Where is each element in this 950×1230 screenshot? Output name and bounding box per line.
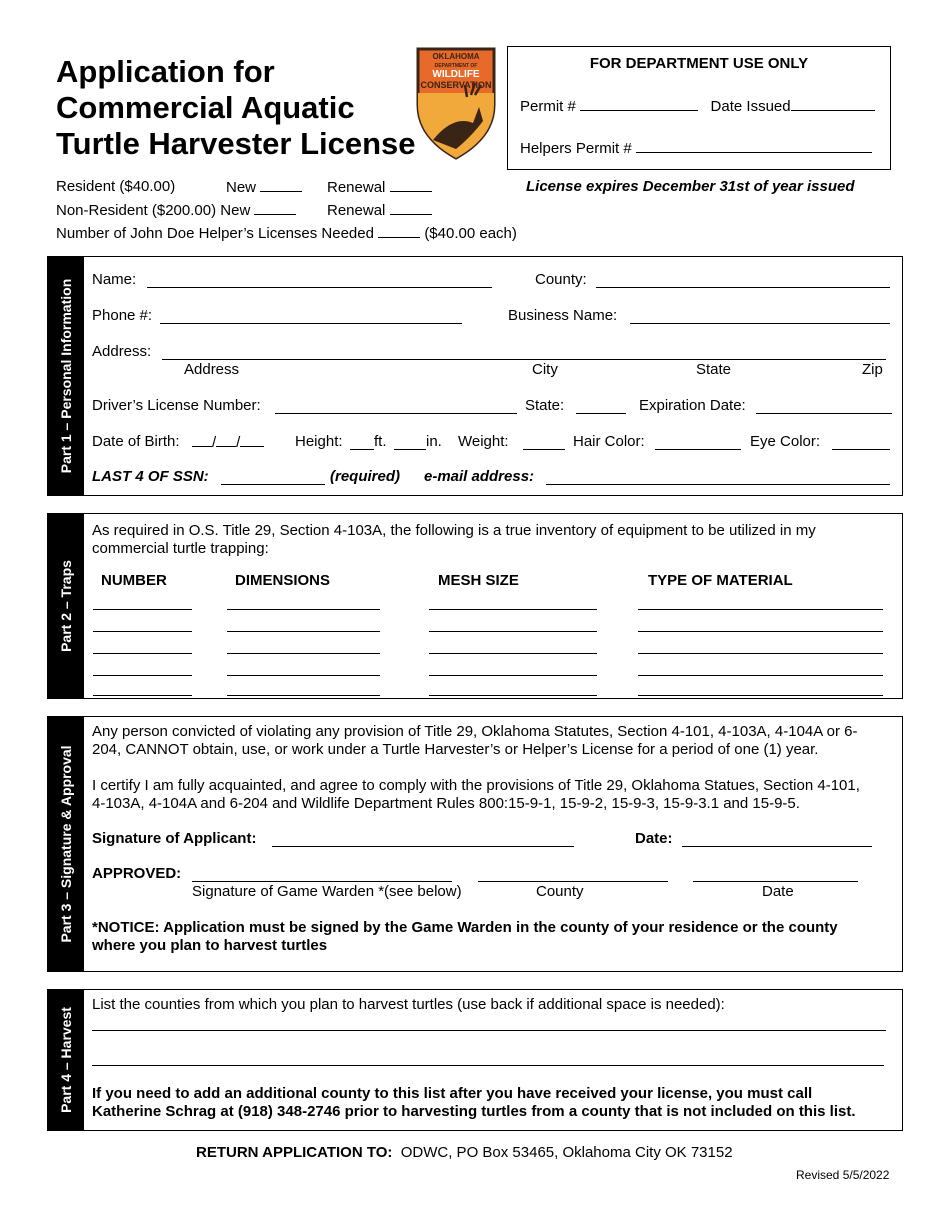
applicant-date-label: Date:: [635, 830, 673, 847]
warden-signature-sub-label: Signature of Game Warden *(see below): [192, 883, 462, 900]
odwc-logo: [413, 45, 499, 161]
trap-material-field[interactable]: [638, 675, 883, 676]
nonresident-label: Non-Resident ($200.00): [56, 202, 217, 219]
trap-material-field[interactable]: [638, 609, 883, 610]
drivers-license-field[interactable]: [275, 413, 517, 414]
dl-state-field[interactable]: [576, 413, 626, 414]
name-label: Name:: [92, 271, 137, 288]
weight-label: Weight:: [458, 433, 509, 450]
expiration-date-field[interactable]: [756, 413, 892, 414]
col-dimensions-header: DIMENSIONS: [235, 572, 331, 589]
business-name-field[interactable]: [630, 323, 890, 324]
nonresident-renewal-field[interactable]: [390, 201, 432, 215]
logo-text-oklahoma: OKLAHOMA: [432, 52, 480, 61]
trap-mesh-field[interactable]: [429, 609, 597, 610]
form-title: Application for Commercial Aquatic Turtle Harvester License: [56, 54, 416, 161]
expiration-date-label: Expiration Date:: [639, 397, 746, 414]
ssn-field[interactable]: [221, 484, 325, 485]
hair-color-field[interactable]: [655, 449, 741, 450]
trap-dimensions-field[interactable]: [227, 631, 380, 632]
part2-tab: Part 2 – Traps: [48, 514, 84, 698]
logo-text-wildlife: WILDLIFE: [432, 69, 480, 80]
height-ft-field[interactable]: [350, 449, 374, 450]
address-field[interactable]: [162, 359, 886, 360]
permit-label: Permit #: [520, 98, 576, 115]
trap-dimensions-field[interactable]: [227, 609, 380, 610]
notice-line1: *NOTICE: Application must be signed by the Game Warden in the county of your residence or the county: [92, 919, 838, 936]
return-address: [196, 1144, 733, 1161]
part1-tab: Part 1 – Personal Information: [48, 257, 84, 495]
business-name-label: Business Name:: [508, 307, 618, 324]
eye-color-field[interactable]: [832, 449, 890, 450]
height-in-field[interactable]: [394, 449, 426, 450]
notice-line2: where you plan to harvest turtles: [92, 937, 328, 954]
harvest-counties-field[interactable]: [92, 1030, 886, 1031]
dob-field[interactable]: / /: [192, 433, 264, 451]
violation-text-line2: 204, CANNOT obtain, use, or work under a Turtle Harvester’s or Helper’s License for a period of one (1) year.: [92, 741, 819, 758]
col-mesh-size-header: MESH SIZE: [438, 572, 519, 589]
helpers-count-field[interactable]: [378, 224, 420, 238]
department-use-heading: FOR DEPARTMENT USE ONLY: [589, 55, 809, 72]
date-issued-label: Date Issued: [710, 98, 791, 115]
height-label: Height:: [295, 433, 343, 450]
drivers-license-label: Driver’s License Number:: [92, 397, 261, 414]
nonresident-new-field[interactable]: [254, 201, 296, 215]
eye-color-label: Eye Color:: [750, 433, 821, 450]
warden-county-sub-label: County: [536, 883, 584, 900]
logo-text-dept: DEPARTMENT OF: [434, 63, 478, 69]
certify-text-line1: I certify I am fully acquainted, and agree to comply with the provisions of Title 29, Oklahoma Statues, Section 4-101,: [92, 777, 860, 794]
approved-label: APPROVED:: [92, 865, 182, 882]
trap-dimensions-field[interactable]: [227, 675, 380, 676]
city-sub-label: City: [532, 361, 558, 378]
traps-intro-line2: commercial turtle trapping:: [92, 540, 269, 557]
email-field[interactable]: [546, 484, 890, 485]
county-field[interactable]: [596, 287, 890, 288]
trap-number-field[interactable]: [93, 609, 192, 610]
email-label: e-mail address:: [424, 468, 535, 485]
trap-number-field[interactable]: [93, 695, 192, 696]
harvest-note-line2: Katherine Schrag at (918) 348-2746 prior to harvesting turtles from a county that is not included on this list.: [92, 1103, 856, 1120]
trap-material-field[interactable]: [638, 695, 883, 696]
resident-renewal-field[interactable]: [390, 178, 432, 192]
applicant-signature-field[interactable]: [272, 846, 574, 847]
county-label: County:: [535, 271, 587, 288]
name-field[interactable]: [147, 287, 492, 288]
dl-state-label: State:: [525, 397, 565, 414]
helpers-permit-label: Helpers Permit #: [520, 140, 632, 157]
phone-field[interactable]: [160, 323, 462, 324]
helpers-count-label: Number of John Doe Helper’s Licenses Needed: [56, 225, 374, 242]
address-sub-label: Address: [184, 361, 240, 378]
violation-text-line1: Any person convicted of violating any provision of Title 29, Oklahoma Statutes, Section 4-101, 4-103A, 4-104A or 6-: [92, 723, 858, 740]
address-label: Address:: [92, 343, 152, 360]
warden-date-field[interactable]: [693, 881, 858, 882]
harvest-intro: List the counties from which you plan to harvest turtles (use back if additional space is needed):: [92, 996, 725, 1013]
in-label: in.: [426, 433, 442, 450]
revised-date: Revised 5/5/2022: [796, 1168, 890, 1182]
resident-new-field[interactable]: [260, 178, 302, 192]
date-issued-field[interactable]: [791, 97, 875, 111]
return-address-text: ODWC, PO Box 53465, Oklahoma City OK 73152: [400, 1144, 733, 1161]
trap-mesh-field[interactable]: [429, 653, 597, 654]
harvest-counties-field-2[interactable]: [92, 1065, 884, 1066]
col-number-header: NUMBER: [101, 572, 167, 589]
trap-number-field[interactable]: [93, 631, 192, 632]
trap-material-field[interactable]: [638, 631, 883, 632]
helpers-permit-field[interactable]: [636, 139, 872, 153]
ssn-label: LAST 4 OF SSN:: [92, 468, 209, 485]
part3-signature-approval: [47, 716, 903, 972]
warden-signature-field[interactable]: [192, 881, 452, 882]
license-expires-note: License expires December 31st of year issued: [526, 178, 855, 195]
trap-dimensions-field[interactable]: [227, 653, 380, 654]
harvest-note-line1: If you need to add an additional county to this list after you have received your license, you must call: [92, 1085, 813, 1102]
dob-label: Date of Birth:: [92, 433, 180, 450]
part1-personal-information: [47, 256, 903, 496]
certify-text-line2: 4-103A, 4-104A and 6-204 and Wildlife Department Rules 800:15-9-1, 15-9-2, 15-9-3, 15-9-3.1 and 15-9-5.: [92, 795, 800, 812]
part4-harvest: [47, 989, 903, 1131]
part2-traps: [47, 513, 903, 699]
helpers-price-label: ($40.00 each): [424, 225, 517, 242]
traps-intro-line1: As required in O.S. Title 29, Section 4-103A, the following is a true inventory of equipment to be utilized in my: [92, 522, 816, 539]
trap-number-field[interactable]: [93, 675, 192, 676]
warden-county-field[interactable]: [478, 881, 668, 882]
zip-sub-label: Zip: [862, 361, 883, 378]
nonresident-renewal-label: Renewal: [327, 202, 386, 219]
nonresident-new-label: New: [220, 202, 251, 219]
department-use-box: [507, 46, 891, 170]
weight-field[interactable]: [523, 449, 565, 450]
ssn-required-label: (required): [330, 468, 401, 485]
trap-number-field[interactable]: [93, 653, 192, 654]
part3-tab: Part 3 – Signature & Approval: [48, 717, 84, 971]
trap-mesh-field[interactable]: [429, 675, 597, 676]
part4-tab: Part 4 – Harvest: [48, 990, 84, 1130]
resident-renewal-label: Renewal: [327, 179, 386, 196]
ft-label: ft.: [374, 433, 387, 450]
logo-text-conservation: CONSERVATION: [420, 80, 492, 90]
trap-mesh-field[interactable]: [429, 695, 597, 696]
applicant-date-field[interactable]: [682, 846, 872, 847]
permit-field[interactable]: [580, 97, 698, 111]
trap-material-field[interactable]: [638, 653, 883, 654]
resident-new-label: New: [226, 179, 257, 196]
hair-color-label: Hair Color:: [573, 433, 645, 450]
warden-date-sub-label: Date: [762, 883, 794, 900]
return-label: RETURN APPLICATION TO:: [196, 1144, 393, 1161]
applicant-signature-label: Signature of Applicant:: [92, 830, 257, 847]
resident-label: Resident ($40.00): [56, 178, 176, 195]
resident-row: [56, 178, 175, 195]
phone-label: Phone #:: [92, 307, 153, 324]
trap-mesh-field[interactable]: [429, 631, 597, 632]
trap-dimensions-field[interactable]: [227, 695, 380, 696]
state-sub-label: State: [696, 361, 732, 378]
col-material-header: TYPE OF MATERIAL: [648, 572, 793, 589]
